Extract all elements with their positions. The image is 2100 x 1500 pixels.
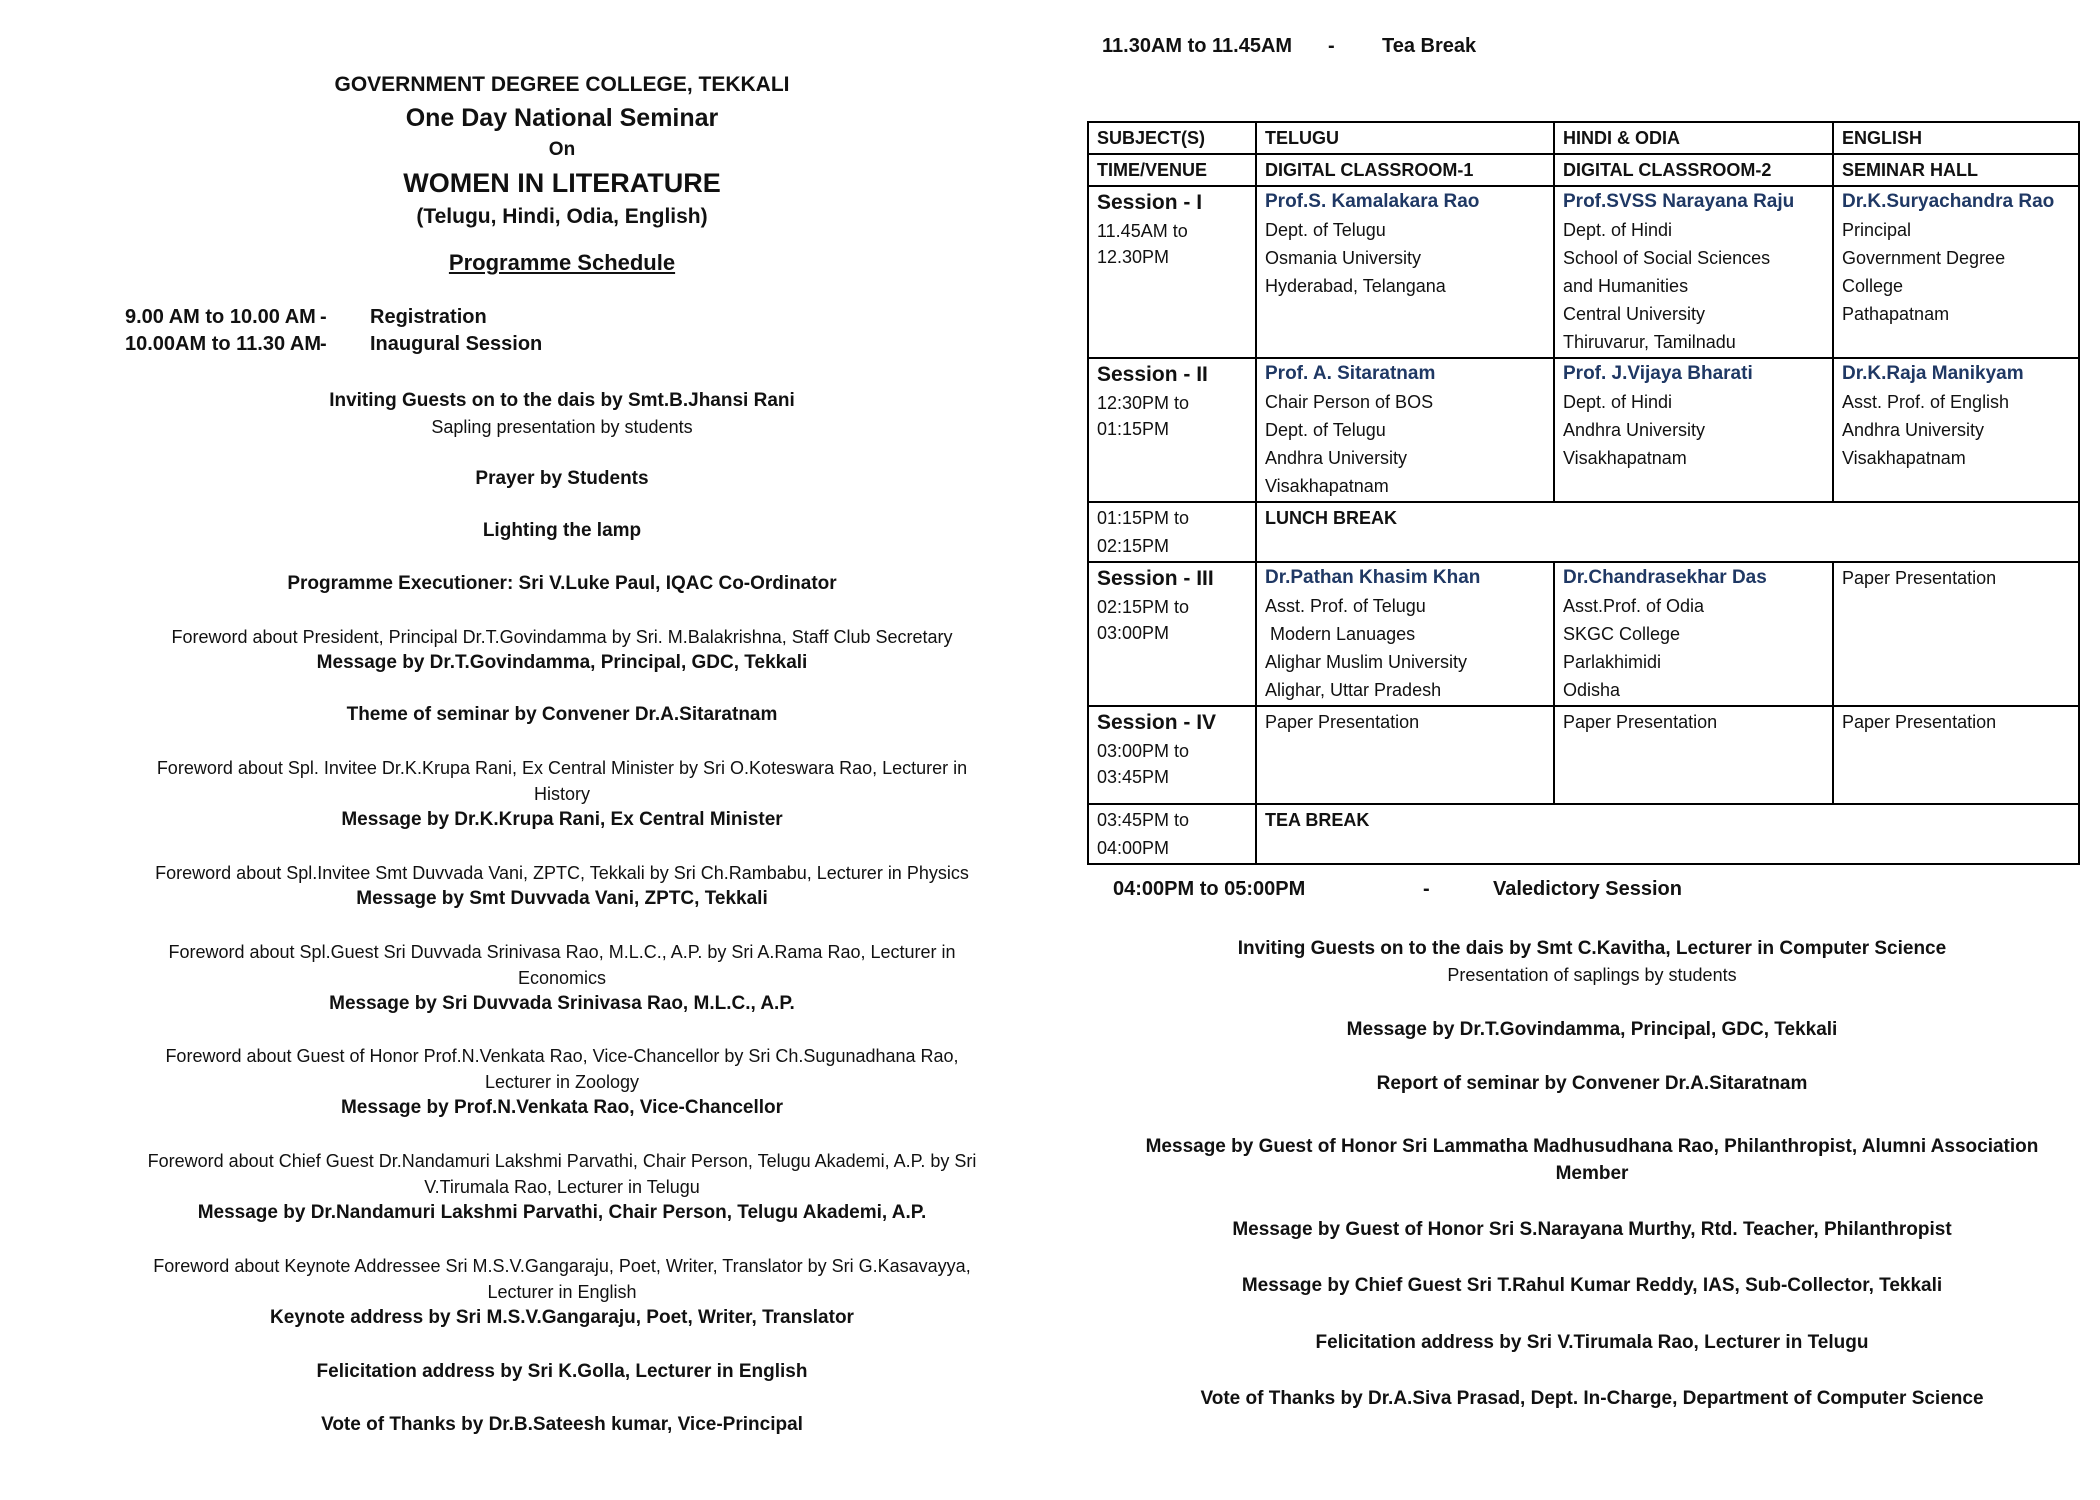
schedule-event: Tea Break — [1382, 35, 1477, 57]
schedule-time: 11.30AM to 11.45AM — [1102, 35, 1293, 57]
programme-line: Programme Executioner: Sri V.Luke Paul, IQAC Co-Ordinator — [287, 573, 837, 594]
speaker-detail: Andhra University — [1563, 420, 1706, 440]
programme-line: Message by Prof.N.Venkata Rao, Vice-Chancellor — [340, 1097, 784, 1118]
break-time-cell: 03:45PM to 04:00PM — [1088, 804, 1256, 864]
paper-presentation-cell: Paper Presentation — [1833, 706, 2079, 804]
speaker-name: Prof.S. Kamalakara Rao — [1265, 191, 1480, 212]
programme-line: Lighting the lamp — [482, 520, 642, 541]
speaker-detail: Dept. of Telugu — [1265, 220, 1386, 240]
programme-line: Lecturer in Zoology — [484, 1072, 640, 1092]
session-label: Session - I — [1097, 191, 1203, 214]
speaker-detail: Andhra University — [1265, 448, 1408, 468]
paper-presentation-cell: Paper Presentation — [1554, 706, 1833, 804]
header-cell: TIME/VENUE — [1088, 154, 1256, 186]
programme-line: Foreword about Spl. Invitee Dr.K.Krupa Rani, Ex Central Minister by Sri O.Koteswara Rao, Lecturer in — [156, 758, 968, 778]
schedule-separator: - — [1328, 35, 1335, 57]
sessions-table-wrap — [1087, 121, 2080, 865]
speaker-name: Dr.Chandrasekhar Das — [1563, 567, 1767, 588]
session-time: 12:30PM to 01:15PM — [1097, 393, 1190, 439]
programme-line: Message by Guest of Honor Sri S.Narayana Murthy, Rtd. Teacher, Philanthropist — [1232, 1219, 1952, 1240]
speaker-detail: Dept. of Hindi — [1563, 220, 1673, 240]
speaker-name: Dr.K.Raja Manikyam — [1842, 363, 2024, 384]
page-right — [1080, 0, 2100, 1500]
tea-break-row — [1102, 33, 1476, 60]
speaker-name: Prof. A. Sitaratnam — [1265, 363, 1436, 384]
speaker-cell — [1256, 358, 1554, 502]
break-time-cell: 01:15PM to 02:15PM — [1088, 502, 1256, 562]
programme-line: Prayer by Students — [475, 468, 649, 489]
programme-line: Message by Guest of Honor Sri Lammatha Madhusudhana Rao, Philanthropist, Alumni Association — [1145, 1136, 2039, 1157]
session-label-cell — [1088, 186, 1256, 358]
speaker-cell — [1256, 186, 1554, 358]
speaker-detail: Osmania University — [1265, 248, 1422, 268]
speaker-detail: Asst. Prof. of Telugu — [1265, 596, 1426, 616]
schedule-event: Inaugural Session — [370, 333, 543, 355]
paper-presentation-cell: Paper Presentation — [1833, 562, 2079, 706]
header-cell: DIGITAL CLASSROOM-1 — [1256, 154, 1554, 186]
programme-line: Foreword about Spl.Invitee Smt Duvvada Vani, ZPTC, Tekkali by Sri Ch.Rambabu, Lecturer in Physics — [155, 863, 969, 883]
programme-line: Inviting Guests on to the dais by Smt.B.Jhansi Rani — [329, 390, 795, 411]
speaker-cell — [1554, 562, 1833, 706]
schedule-event: Registration — [370, 306, 487, 328]
schedule-time: 9.00 AM to 10.00 AM — [125, 306, 316, 328]
session-time: 11.45AM to 12.30PM — [1097, 221, 1188, 267]
inaugural-programme-lines — [92, 388, 1032, 1438]
session-label: Session - III — [1097, 567, 1214, 590]
page-left — [92, 0, 1032, 1500]
programme-line: Foreword about Spl.Guest Sri Duvvada Srinivasa Rao, M.L.C., A.P. by Sri A.Rama Rao, Lecturer in — [168, 942, 956, 962]
programme-line: Foreword about Chief Guest Dr.Nandamuri Lakshmi Parvathi, Chair Person, Telugu Akademi, A.P. by Sri — [147, 1151, 977, 1171]
speaker-detail: Visakhapatnam — [1265, 476, 1389, 496]
speaker-detail: Alighar Muslim University — [1265, 652, 1468, 672]
speaker-detail: Visakhapatnam — [1563, 448, 1687, 468]
sessions-table — [1087, 121, 2080, 865]
programme-line: Felicitation address by Sri V.Tirumala Rao, Lecturer in Telugu — [1315, 1332, 1869, 1353]
speaker-detail: Visakhapatnam — [1842, 448, 1966, 468]
programme-line: Member — [1555, 1163, 1629, 1184]
speaker-name: Prof.SVSS Narayana Raju — [1563, 191, 1795, 212]
break-row — [1088, 804, 2079, 864]
programme-line: Foreword about Keynote Addressee Sri M.S.V.Gangaraju, Poet, Writer, Translator by Sri G.Kasavayya, — [153, 1256, 971, 1276]
programme-line: Foreword about President, Principal Dr.T.Govindamma by Sri. M.Balakrishna, Staff Club Secretary — [171, 627, 953, 647]
programme-line: Keynote address by Sri M.S.V.Gangaraju, Poet, Writer, Translator — [270, 1307, 854, 1328]
session-time: 02:15PM to 03:00PM — [1097, 597, 1190, 643]
session-label-cell — [1088, 562, 1256, 706]
programme-line: Report of seminar by Convener Dr.A.Sitaratnam — [1376, 1073, 1808, 1094]
schedule-time: 10.00AM to 11.30 AM — [125, 333, 322, 355]
speaker-detail: Chair Person of BOS — [1265, 392, 1434, 412]
speaker-detail: College — [1842, 276, 1904, 296]
speaker-name: Prof. J.Vijaya Bharati — [1563, 363, 1753, 384]
speaker-detail: Asst.Prof. of Odia — [1563, 596, 1705, 616]
session-row — [1088, 562, 2079, 706]
break-label-cell: TEA BREAK — [1256, 804, 2079, 864]
speaker-detail: Hyderabad, Telangana — [1265, 276, 1446, 296]
schedule-time: 04:00PM to 05:00PM — [1113, 878, 1306, 900]
break-label-cell: LUNCH BREAK — [1256, 502, 2079, 562]
schedule-event: Valedictory Session — [1493, 878, 1682, 900]
speaker-detail: Asst. Prof. of English — [1842, 392, 2010, 412]
table-header-row — [1088, 122, 2079, 154]
speaker-cell — [1554, 186, 1833, 358]
programme-line: Message by Smt Duvvada Vani, ZPTC, Tekkali — [356, 888, 768, 909]
programme-line: History — [533, 784, 590, 804]
speaker-detail: Central University — [1563, 304, 1706, 324]
programme-line: Sapling presentation by students — [431, 417, 693, 437]
header-cell: TELUGU — [1256, 122, 1554, 154]
header-cell: ENGLISH — [1833, 122, 2079, 154]
speaker-detail: Alighar, Uttar Pradesh — [1265, 680, 1442, 700]
speaker-detail: Government Degree — [1842, 248, 2006, 268]
speaker-detail: School of Social Sciences — [1563, 248, 1771, 268]
programme-line: Felicitation address by Sri K.Golla, Lecturer in English — [316, 1361, 808, 1382]
speaker-cell — [1833, 186, 2079, 358]
session-label: Session - IV — [1097, 711, 1217, 734]
speaker-detail: Dept. of Hindi — [1563, 392, 1673, 412]
programme-line: Message by Sri Duvvada Srinivasa Rao, M.L.C., A.P. — [329, 993, 795, 1014]
valedictory-row — [1113, 876, 1682, 903]
speaker-detail: Parlakhimidi — [1563, 652, 1662, 672]
speaker-detail: Dept. of Telugu — [1265, 420, 1386, 440]
programme-line: Theme of seminar by Convener Dr.A.Sitaratnam — [346, 704, 778, 725]
session-time: 03:00PM to 03:45PM — [1097, 741, 1190, 787]
seminar-topic: WOMEN IN LITERATURE — [403, 168, 721, 198]
programme-line: Message by Chief Guest Sri T.Rahul Kumar Reddy, IAS, Sub-Collector, Tekkali — [1241, 1275, 1943, 1296]
programme-line: Presentation of saplings by students — [1447, 965, 1737, 985]
programme-line: Foreword about Guest of Honor Prof.N.Venkata Rao, Vice-Chancellor by Sri Ch.Sugunadhana Rao, — [165, 1046, 959, 1066]
speaker-detail: Odisha — [1563, 680, 1621, 700]
header-cell: SUBJECT(S) — [1088, 122, 1256, 154]
speaker-name: Dr.K.Suryachandra Rao — [1842, 191, 2055, 212]
programme-line: V.Tirumala Rao, Lecturer in Telugu — [424, 1177, 700, 1197]
speaker-detail: Thiruvarur, Tamilnadu — [1563, 332, 1736, 352]
programme-line: Message by Dr.K.Krupa Rani, Ex Central Minister — [341, 809, 783, 830]
programme-line: Economics — [517, 968, 607, 988]
valedictory-programme-lines — [1080, 905, 2100, 1412]
speaker-detail: and Humanities — [1563, 276, 1689, 296]
seminar-on: On — [548, 139, 576, 160]
schedule-row — [125, 331, 1032, 358]
speaker-detail: Principal — [1842, 220, 1912, 240]
schedule-separator: - — [320, 333, 327, 355]
table-header-row — [1088, 154, 2079, 186]
schedule-separator: - — [1423, 878, 1430, 900]
header-cell: SEMINAR HALL — [1833, 154, 2079, 186]
session-row — [1088, 706, 2079, 804]
session-row — [1088, 358, 2079, 502]
break-row — [1088, 502, 2079, 562]
header-cell: DIGITAL CLASSROOM-2 — [1554, 154, 1833, 186]
programme-line: Message by Dr.T.Govindamma, Principal, GDC, Tekkali — [1346, 1019, 1838, 1040]
speaker-cell — [1833, 358, 2079, 502]
college-name: GOVERNMENT DEGREE COLLEGE, TEKKALI — [334, 73, 790, 96]
paper-presentation-cell: Paper Presentation — [1256, 706, 1554, 804]
programme-line: Inviting Guests on to the dais by Smt C.Kavitha, Lecturer in Computer Science — [1237, 938, 1947, 959]
speaker-detail: Andhra University — [1842, 420, 1985, 440]
header-cell: HINDI & ODIA — [1554, 122, 1833, 154]
speaker-name: Dr.Pathan Khasim Khan — [1265, 567, 1481, 588]
schedule-separator: - — [320, 306, 327, 328]
session-label-cell — [1088, 358, 1256, 502]
programme-line: Lecturer in English — [487, 1282, 637, 1302]
programme-line: Vote of Thanks by Dr.B.Sateesh kumar, Vice-Principal — [321, 1414, 803, 1435]
speaker-detail: Modern Lanuages — [1265, 624, 1416, 644]
seminar-languages: (Telugu, Hindi, Odia, English) — [416, 205, 708, 228]
session-label: Session - II — [1097, 363, 1208, 386]
speaker-detail: Pathapatnam — [1842, 304, 1950, 324]
seminar-title: One Day National Seminar — [405, 104, 719, 132]
schedule-row — [125, 304, 1032, 331]
session-label-cell — [1088, 706, 1256, 804]
schedule-rows — [92, 304, 1032, 358]
speaker-detail: SKGC College — [1563, 624, 1681, 644]
session-row — [1088, 186, 2079, 358]
programme-line: Vote of Thanks by Dr.A.Siva Prasad, Dept. In-Charge, Department of Computer Science — [1200, 1388, 1984, 1409]
programme-schedule-heading: Programme Schedule — [448, 250, 676, 275]
programme-line: Message by Dr.T.Govindamma, Principal, GDC, Tekkali — [316, 652, 808, 673]
speaker-cell — [1256, 562, 1554, 706]
speaker-cell — [1554, 358, 1833, 502]
programme-line: Message by Dr.Nandamuri Lakshmi Parvathi, Chair Person, Telugu Akademi, A.P. — [197, 1202, 927, 1223]
document-header — [92, 70, 1032, 280]
